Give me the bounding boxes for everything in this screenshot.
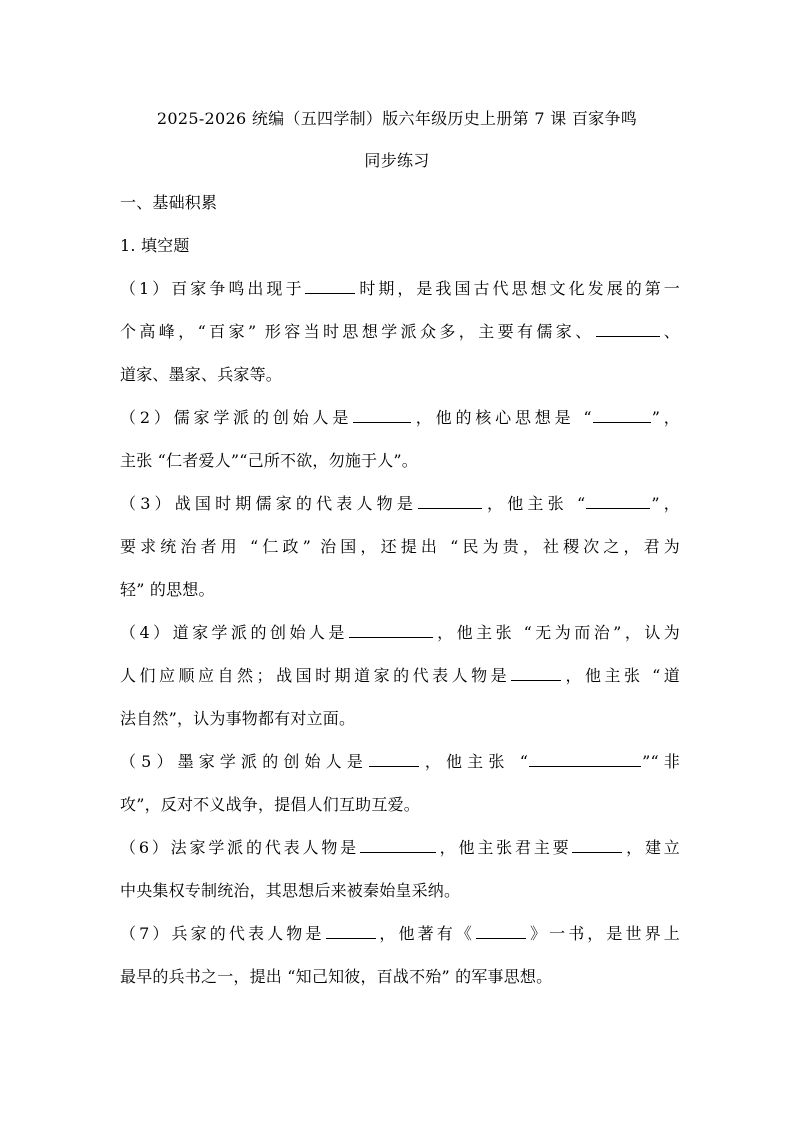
q3-blank-figure[interactable]	[418, 493, 482, 509]
q2-line-1	[120, 405, 680, 428]
q1-text-b: 时期，是我国古代思想文化发展的第一	[356, 279, 680, 298]
document-title-line-1: 2025-2026 统编（五四学制）版六年级历史上册第 7 课 百家争鸣	[156, 109, 638, 128]
q4-text-d: ，他主张 “道	[562, 666, 680, 685]
q6-text-b: ，他主张君主要	[437, 838, 572, 857]
q3-text-a: （3）战国时期儒家的代表人物是	[120, 494, 418, 513]
q3-text-b: ，他主张 “	[483, 494, 586, 513]
q5-text-b: ，他主张 “	[419, 752, 529, 771]
q1-line-1	[120, 276, 680, 299]
q5-blank-idea[interactable]	[529, 751, 641, 767]
q5-blank-founder[interactable]	[369, 751, 419, 767]
q2-blank-core-idea[interactable]	[593, 407, 651, 423]
q4-blank-figure[interactable]	[511, 665, 561, 681]
q7-blank-figure[interactable]	[326, 923, 376, 939]
q7-blank-book[interactable]	[476, 923, 526, 939]
q1-text-a: （1）百家争鸣出现于	[120, 279, 305, 298]
q4-line-3: 法自然”，认为事物都有对立面。	[120, 709, 356, 728]
q4-blank-founder[interactable]	[349, 622, 433, 638]
q5-text-c: ”“非	[642, 752, 680, 771]
section-heading: 一、基础积累	[120, 193, 218, 212]
q3-line-3: 轻” 的思想。	[120, 580, 215, 599]
q4-text-b: ，他主张 “无为而治”，认为	[433, 623, 680, 642]
q3-line-2: 要求统治者用 “仁政” 治国，还提出 “民为贵，社稷次之，君为	[120, 537, 680, 556]
q4-text-c: 人们应顺应自然；战国时期道家的代表人物是	[120, 666, 511, 685]
q5-line-2: 攻”，反对不义战争，提倡人们互助互爱。	[120, 795, 420, 814]
q2-blank-founder[interactable]	[353, 407, 411, 423]
q2-text-c: ”，	[651, 408, 680, 427]
document-title-line-2: 同步练习	[364, 151, 430, 170]
q7-text-b: ，他著有《	[376, 924, 476, 943]
q7-line-2: 最早的兵书之一，提出 “知己知彼，百战不殆” 的军事思想。	[120, 967, 553, 986]
q2-text-a: （2）儒家学派的创始人是	[120, 408, 353, 427]
q2-text-b: ，他的核心思想是 “	[412, 408, 592, 427]
q6-line-2: 中央集权专制统治，其思想后来被秦始皇采纳。	[120, 881, 461, 900]
q1-blank-period[interactable]	[305, 278, 355, 294]
q1-blank-school[interactable]	[596, 321, 660, 337]
q1-line-3: 道家、墨家、兵家等。	[120, 365, 283, 384]
q5-line-1	[120, 749, 680, 772]
q6-blank-policy[interactable]	[572, 837, 622, 853]
q2-line-2: 主张 “仁者爱人”“己所不欲，勿施于人”。	[120, 451, 419, 470]
q1-text-d: 、	[660, 322, 680, 341]
q6-text-c: ，建立	[623, 838, 680, 857]
q7-text-a: （7）兵家的代表人物是	[120, 924, 325, 943]
q6-line-1	[120, 835, 680, 858]
q3-text-c: ”，	[651, 494, 680, 513]
q1-text-c: 个高峰，“百家” 形容当时思想学派众多，主要有儒家、	[120, 322, 595, 341]
q7-text-c: 》一书，是世界上	[527, 924, 680, 943]
q3-line-1	[120, 491, 680, 514]
q4-text-a: （4）道家学派的创始人是	[120, 623, 348, 642]
q1-line-2	[120, 319, 680, 342]
question-heading: 1. 填空题	[120, 236, 190, 255]
q6-text-a: （6）法家学派的代表人物是	[120, 838, 360, 857]
q6-blank-figure[interactable]	[360, 837, 436, 853]
q4-line-2	[120, 663, 680, 686]
q5-text-a: （5）墨家学派的创始人是	[120, 752, 368, 771]
q7-line-1	[120, 921, 680, 944]
q3-blank-idea[interactable]	[586, 493, 650, 509]
q4-line-1	[120, 620, 680, 643]
